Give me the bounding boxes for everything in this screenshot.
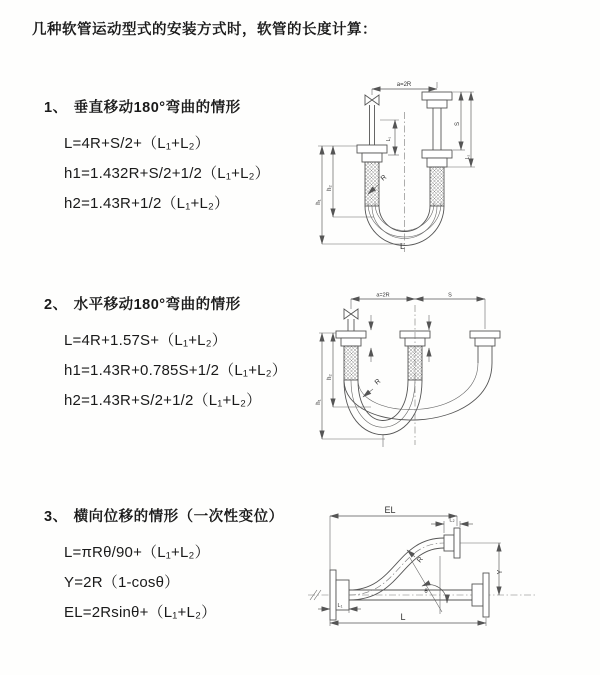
radius-leader: [363, 378, 382, 397]
section-3-heading: [44, 505, 284, 526]
upper-flange: [444, 528, 460, 558]
formula-line: L=πRθ/90+（L₁+L₂）: [64, 544, 210, 561]
formula-line: L=4R+S/2+（L₁+L₂）: [64, 135, 210, 152]
section-1-heading: [44, 96, 270, 117]
hose-displaced-position: [349, 538, 444, 600]
left-flange: [330, 570, 349, 620]
dim-label-h1: h₁: [316, 399, 322, 405]
diagram-horizontal-180-bend: [313, 287, 543, 452]
dim-label-a2r: a=2R: [396, 82, 412, 88]
section-3-number: 3、: [44, 509, 68, 525]
dim-label-s: S: [455, 121, 461, 127]
dim-el: [330, 505, 457, 570]
dim-label-l1: L₁: [386, 136, 392, 142]
dim-l: [330, 612, 486, 626]
section-1-number: 1、: [44, 100, 68, 116]
formula-line: h1=1.432R+S/2+1/2（L₁+L₂）: [64, 165, 270, 182]
section-3-title: 横向位移的情形（一次性变位）: [73, 509, 284, 525]
formula-line: EL=2Rsinθ+（L₁+L₂）: [64, 604, 217, 621]
dim-label-h2: h₂: [327, 185, 333, 191]
section-2: [44, 293, 287, 416]
formula-line: h1=1.43R+0.785S+1/2（L₁+L₂）: [64, 362, 287, 379]
diagram-lateral-displacement: [300, 500, 585, 640]
dim-h1: [316, 146, 405, 244]
left-hose-leg: [336, 331, 366, 380]
right-hose-leg: [422, 92, 452, 206]
dim-s: [415, 293, 485, 330]
section-2-number: 2、: [44, 297, 68, 313]
dim-l1: [318, 603, 361, 613]
dim-label-l2: L₂: [449, 517, 455, 524]
dim-label-l-total: L: [400, 612, 406, 622]
section-3: [44, 505, 284, 628]
formula-line: h2=1.43R+S/2+1/2（L₁+L₂）: [64, 392, 262, 409]
dim-label-s: S: [448, 292, 452, 299]
dim-label-l1: L₁: [337, 603, 343, 609]
dim-l2: [431, 518, 473, 534]
dim-label-r: R: [373, 377, 383, 387]
right-flange: [472, 573, 489, 617]
dim-label-r: R: [379, 173, 389, 183]
formula-line: Y=2R（1-cosθ）: [64, 574, 180, 591]
angle-theta: [410, 556, 447, 614]
dim-label-el: EL: [384, 505, 396, 515]
dim-label-a2r: a=2R: [376, 292, 390, 299]
dim-label-y: Y: [497, 569, 504, 575]
right-hose-leg: [470, 331, 500, 363]
formula-line: h2=1.43R+1/2（L₁+L₂）: [64, 195, 230, 212]
section-2-title: 水平移动180°弯曲的情形: [73, 297, 241, 313]
formula-line: L=4R+1.57S+（L₁+L₂）: [64, 332, 227, 349]
dim-label-l-total: L: [400, 241, 405, 251]
dim-label-theta: θ: [424, 589, 428, 595]
dim-label-l2: L₂: [465, 154, 471, 160]
dim-label-h1: h₁: [316, 199, 322, 205]
dim-label-r: R: [416, 555, 425, 565]
dim-label-h2: h₂: [327, 374, 333, 380]
valve-icon: [344, 309, 358, 331]
section-2-heading: [44, 293, 287, 314]
hose-u-bend-position1: [344, 377, 422, 435]
section-1: [44, 96, 270, 219]
section-1-title: 垂直移动180°弯曲的情形: [73, 100, 241, 116]
page-title: 几种软管运动型式的安装方式时，软管的长度计算：: [32, 22, 377, 38]
dim-a2r: [351, 293, 415, 310]
valve-icon: [365, 95, 379, 105]
diagram-vertical-180-bend: [312, 76, 487, 256]
